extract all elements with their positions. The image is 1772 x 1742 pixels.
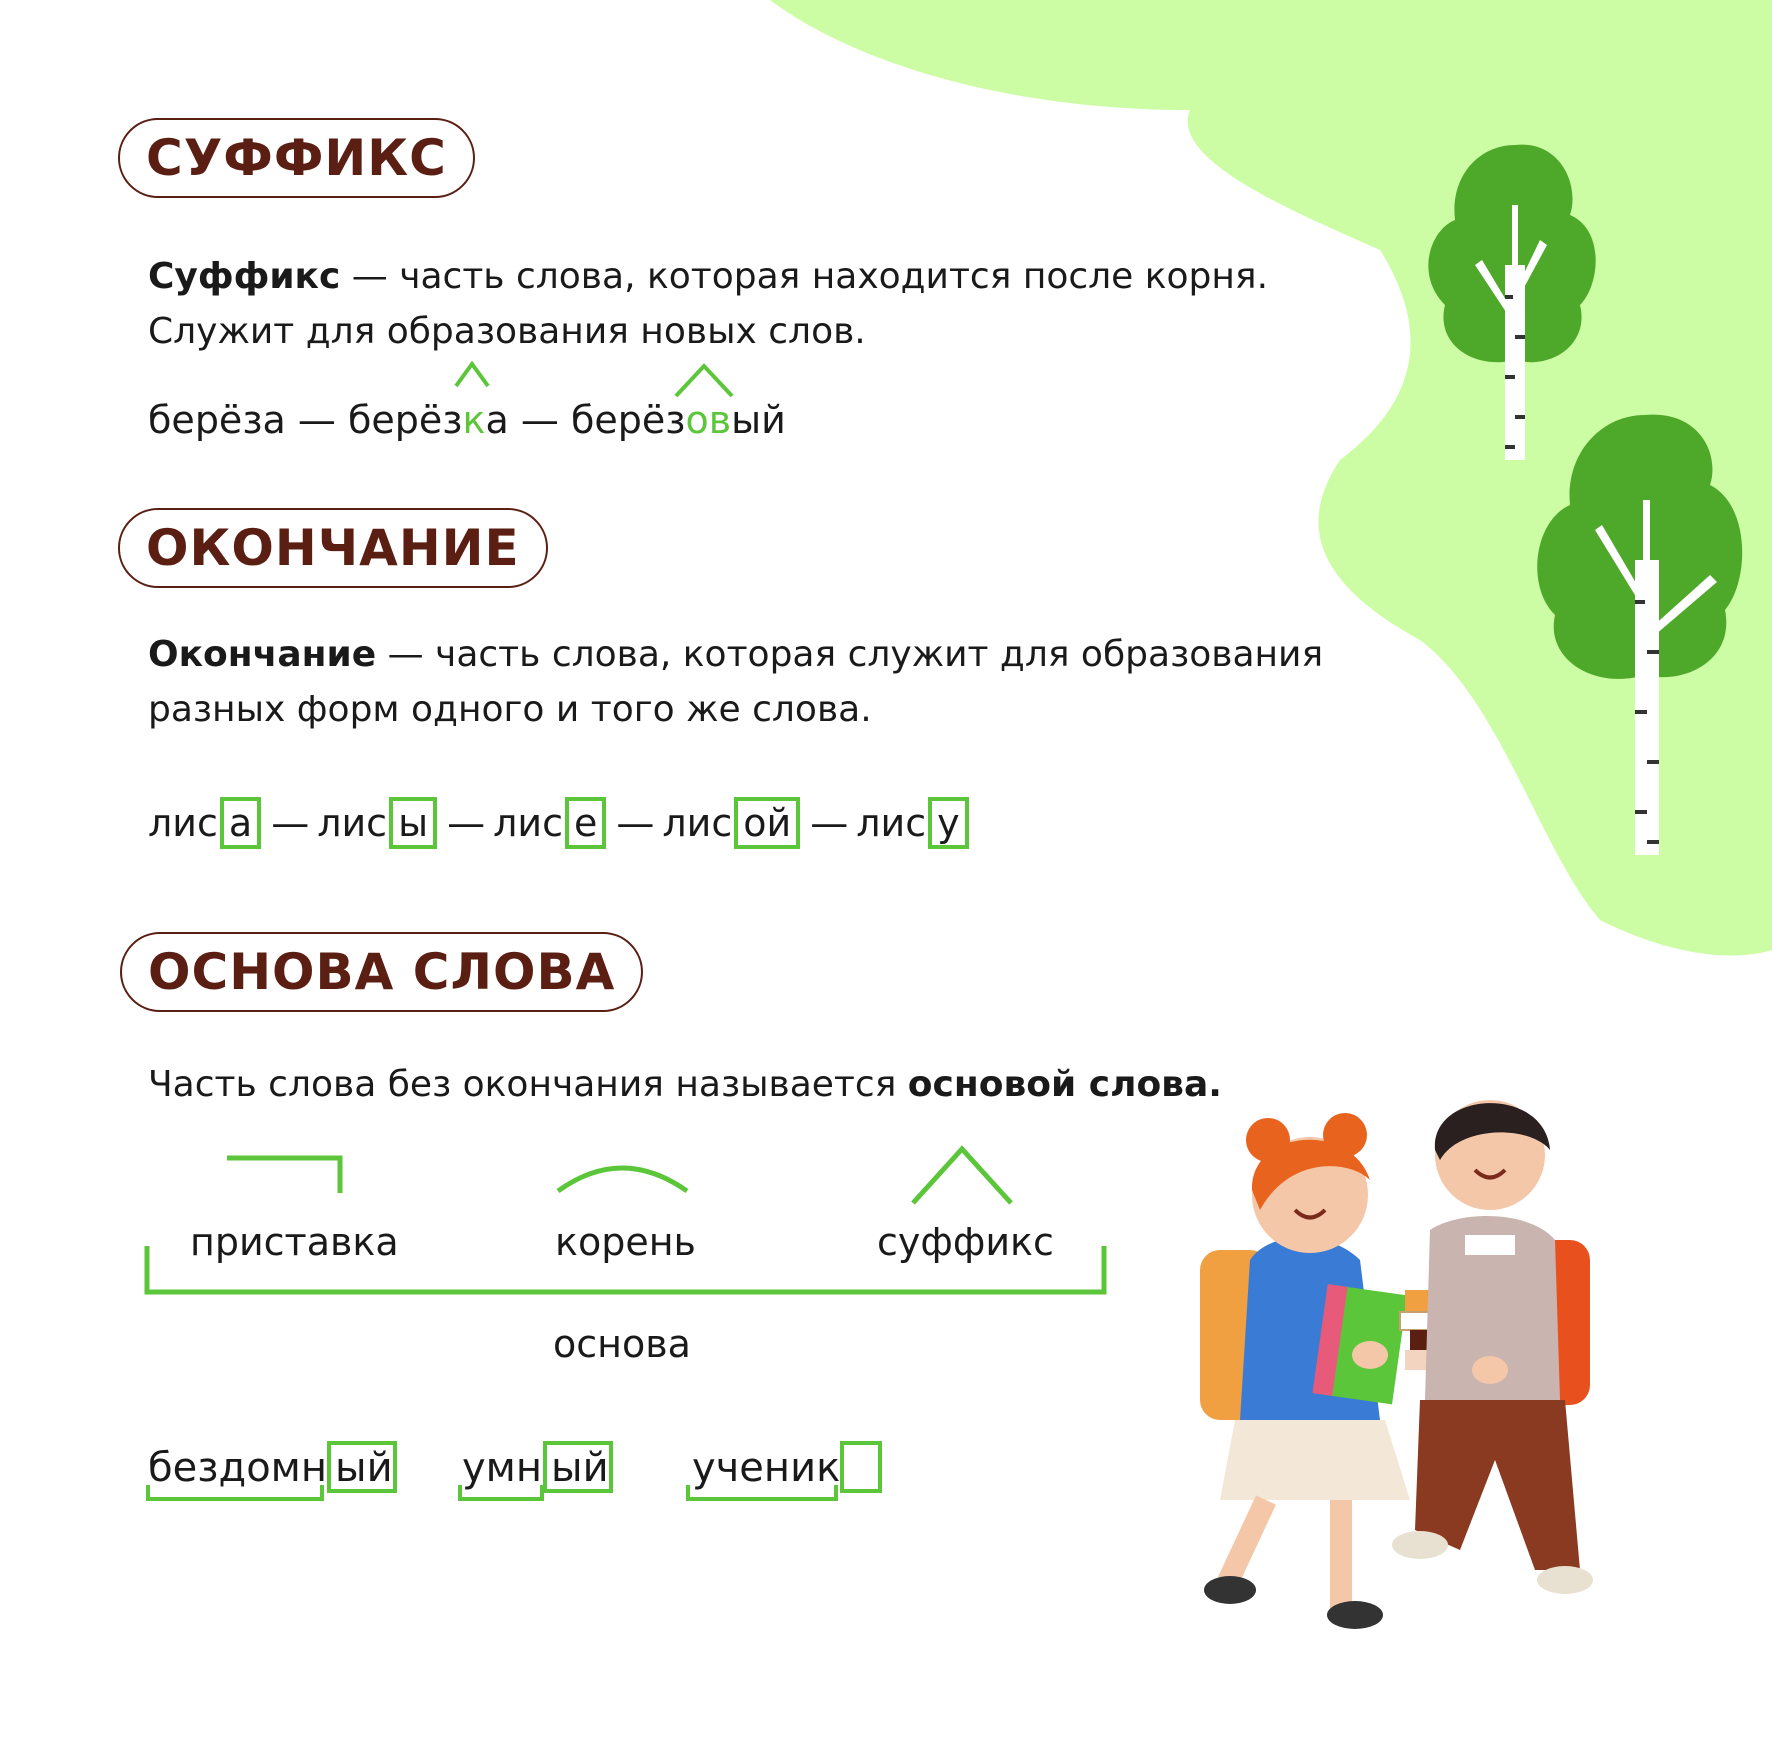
dash: — bbox=[810, 801, 849, 845]
stem-underline bbox=[146, 1485, 324, 1501]
dash: — bbox=[271, 801, 310, 845]
ending-definition-line1 bbox=[148, 628, 1323, 682]
dash: — bbox=[616, 801, 655, 845]
suffix-label: суффикс bbox=[877, 1220, 1054, 1264]
example-word-stem: берёз bbox=[570, 398, 686, 442]
example-word-end: ый bbox=[731, 398, 786, 442]
stem-underline bbox=[458, 1485, 544, 1501]
example-word-stem: умн bbox=[462, 1445, 542, 1491]
ending-term: Окончание bbox=[148, 634, 377, 675]
ending-box: ой bbox=[734, 797, 800, 849]
example-word-stem: ученик bbox=[692, 1445, 841, 1491]
ending-box bbox=[840, 1441, 882, 1493]
ending-definition-text: — часть слова, которая служит для образования bbox=[376, 634, 1324, 675]
ending-box: ы bbox=[389, 797, 437, 849]
ending-box: у bbox=[928, 797, 969, 849]
root-label: корень bbox=[555, 1220, 696, 1264]
heading-suffix: СУФФИКС bbox=[118, 118, 475, 198]
ending-box: а bbox=[220, 797, 261, 849]
example-ending: ый bbox=[551, 1445, 609, 1491]
word-stem: лис bbox=[856, 801, 927, 845]
suffix-definition-text: — часть слова, которая находится после корня. bbox=[340, 256, 1269, 297]
birch-tree-icon bbox=[1535, 410, 1750, 860]
children-with-books-illustration bbox=[1160, 1100, 1640, 1640]
example-word-stem: бездомн bbox=[148, 1445, 328, 1491]
stem-label: основа bbox=[553, 1322, 691, 1366]
dash: — bbox=[508, 398, 571, 442]
example-ending: ый bbox=[335, 1445, 393, 1491]
stem-definition-term: основой слова. bbox=[907, 1064, 1222, 1105]
prefix-label: приставка bbox=[190, 1220, 399, 1264]
word-stem: лис bbox=[148, 801, 218, 845]
suffix-term: Суффикс bbox=[148, 256, 341, 297]
suffix-example bbox=[148, 393, 786, 447]
example-suffix: ов bbox=[685, 398, 732, 442]
heading-stem: ОСНОВА СЛОВА bbox=[120, 932, 643, 1012]
suffix-mark-icon bbox=[453, 360, 491, 388]
dash: — bbox=[285, 398, 348, 442]
suffix-definition-line2: Служит для образования новых слов. bbox=[148, 311, 866, 352]
stem-definition bbox=[148, 1058, 1222, 1112]
stem-bracket-icon bbox=[144, 1240, 1108, 1296]
ending-box: е bbox=[565, 797, 606, 849]
stem-underline bbox=[686, 1485, 838, 1501]
word-stem: лис bbox=[317, 801, 388, 845]
prefix-mark-icon bbox=[225, 1155, 345, 1195]
root-mark-icon bbox=[555, 1155, 690, 1195]
stem-definition-text: Часть слова без окончания называется bbox=[148, 1064, 908, 1105]
word-stem: лис bbox=[662, 801, 733, 845]
example-word-end: а bbox=[485, 398, 509, 442]
example-suffix: к bbox=[462, 398, 486, 442]
ending-definition-line2: разных форм одного и того же слова. bbox=[148, 689, 872, 730]
example-word-stem: берёз bbox=[347, 398, 463, 442]
dash: — bbox=[447, 801, 486, 845]
suffix-mark-icon bbox=[910, 1145, 1015, 1205]
example-word: берёза bbox=[148, 398, 286, 442]
heading-ending: ОКОНЧАНИЕ bbox=[118, 508, 548, 588]
suffix-definition-line1 bbox=[148, 250, 1268, 304]
ending-example bbox=[148, 797, 971, 849]
word-stem: лис bbox=[493, 801, 563, 845]
